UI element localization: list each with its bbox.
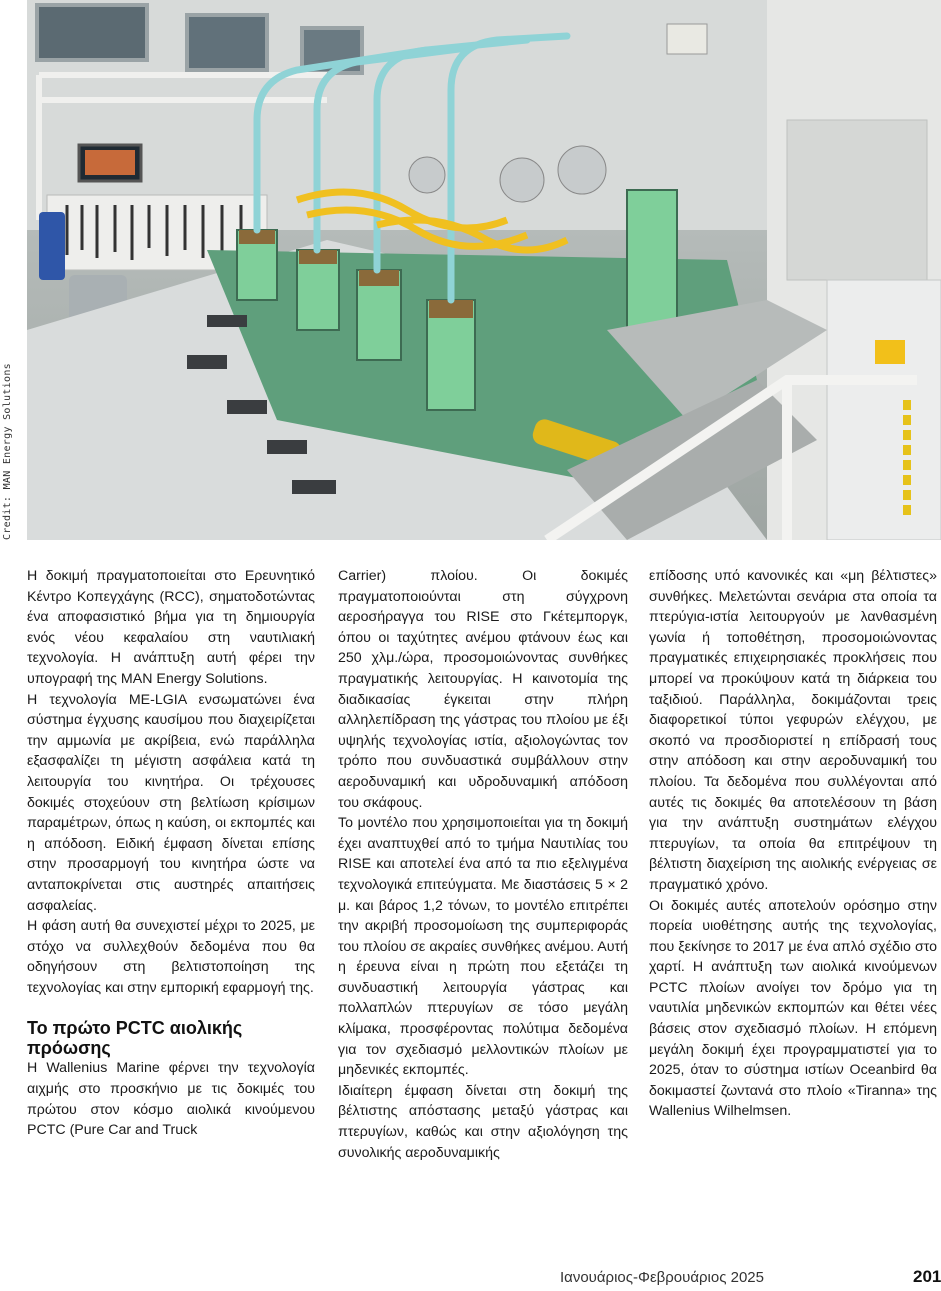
paragraph: Η Wallenius Marine φέρνει την τεχνολογία αιχμής στο προσκήνιο με τις δοκιμές του πρώτου στον κόσμο αιολικά κινούμενου PCTC (Pure Car and Truck <box>27 1060 315 1139</box>
paragraph: Το μοντέλο που χρησιμοποιείται για τη δοκιμή έχει αναπτυχθεί από το τμήμα Ναυτιλίας του RISE και αποτελεί ένα από τα πιο εξελιγμένα τεχνολογικά επιτεύγματα. Με διαστάσεις 5 × 2 μ. και βάρος 1,2 τόνων, το μοντέλο επιτρέπει την ακριβή προσομοίωση της συμπεριφοράς του πλοίου σε ακραίες συνθήκες ανέμου. Αυτή η έρευνα είναι η πρώτη που εξετάζει τη συνδυαστική λειτουργία γάστρας και πολλαπλών πτερυγίων σε τόσο μεγάλη κλίμακα, προσφέροντας πολύτιμα δεδομένα για τον σχεδιασμό μελλοντικών πλοίων με μηδενικές εκπομπές. <box>338 815 628 1079</box>
paragraph: Η δοκιμή πραγματοποιείται στο Ερευνητικό Κέντρο Κοπεγχάγης (RCC), σηματοδοτώντας ένα αποφασιστικό βήμα για τη δημιουργία ενός νέου κεφαλαίου στη ναυτιλιακή τεχνολογία. Η ανάπτυξη αυτή φέρει την υπογραφή της MAN Energy Solutions. <box>27 568 315 687</box>
page-number: 201 <box>913 1267 941 1286</box>
wall-panel <box>787 120 927 280</box>
monitor-screen <box>85 150 135 175</box>
paragraph: Οι δοκιμές αυτές αποτελούν ορόσημο στην πορεία υιοθέτησης αυτής της τεχνολογίας, που ξεκίνησε το 2017 με ένα απλό σχέδιο στο χαρτί. Η ανάπτυξη των αιολικά κινούμενων PCTC πλοίων ανοίγει τον δρόμο για τη ναυτιλία μηδενικών εκπομπών και θέτει νέες βάσεις στον σχεδιασμό πλοίων. Η επόμενη μεγάλη δοκιμή έχει προγραμματιστεί για το 2025, όταν το σύστημα ιστίων Oceanbird θα δοκιμαστεί ζωντανά στο πλοίο «Tiranna» της Wallenius Wilhelmsen. <box>649 897 937 1120</box>
paragraph: επίδοσης υπό κανονικές και «μη βέλτιστες» συνθήκες. Μελετώνται σενάρια στα οποία τα πτερύγια-ιστία λειτουργούν με λανθασμένη γωνία ή τοποθέτηση, προσομοιώνοντας πραγματικές επιχειρησιακές προκλήσεις που μπορεί να προκύψουν κατά τη διάρκεια του ταξιδιού. Παράλληλα, δοκιμάζονται τρεις διαφορετικοί τύποι γεφυρών ελέγχου, με σκοπό να προσδιοριστεί η επίδρασή τους στην απόδοση και στην αεροδυναμική του πλοίου. Τα δεδομένα που συλλέγονται από αυτές τις δοκιμές θα αποτελέσουν τη βάση για την ανάπτυξη συστημάτων ελέγχου πτερυγίων, τα οποία θα επιτρέψουν τη βέλτιστη διαχείριση της αιολικής ενέργειας σε πραγματικό χρόνο. <box>649 568 937 893</box>
paragraph: Η φάση αυτή θα συνεχιστεί μέχρι το 2025, με στόχο να συλλεχθούν δεδομένα που θα οδηγήσουν στη βελτιστοποίηση της τεχνολογίας και στην εμπορική εφαρμογή της. <box>27 918 315 996</box>
cabinet <box>827 280 941 540</box>
text-column-3 <box>649 566 937 1122</box>
engine-room-illustration <box>27 0 941 540</box>
text-column-1 <box>27 566 315 1141</box>
article-photo <box>27 0 941 540</box>
photo-credit <box>0 345 14 540</box>
paragraph: Carrier) πλοίου. Οι δοκιμές πραγματοποιούνται στη σύγχρονη αεροσήραγγα του RISE στο Γκέτεμποργκ, όπου οι ταχύτητες ανέμου φτάνουν έως και 250 χλμ./ώρα, προσομοιώνοντας συνθήκες πραγματικής λειτουργίας. Η καινοτομία της διαδικασίας έγκειται στην πλήρη αλληλεπίδραση της γάστρας του πλοίου με έξι υψηλής τεχνολογίας ιστία, αξιολογώντας τον τρόπο που συνδυαστικά συμβάλλουν στην αεροδυναμική και υδροδυναμική απόδοση του σκάφους. <box>338 568 628 811</box>
section-heading: Το πρώτο PCTC αιολικής πρόωσης <box>27 1018 243 1059</box>
blue-canister <box>39 212 65 280</box>
issue-date: Ιανουάριος-Φεβρουάριος 2025 <box>560 1269 764 1286</box>
paragraph: Η τεχνολογία ME-LGIA ενσωματώνει ένα σύστημα έγχυσης καυσίμου που διαχειρίζεται την αμμωνία με ακρίβεια, ενώ παράλληλα εξασφαλίζει τη μέγιστη ασφάλεια κατά τη λειτουργία του κινητήρα. Οι τρέχουσες δοκιμές στοχεύουν στη βελτίωση κρίσιμων παραμέτρων, όπως η καύση, οι εκπομπές και η απόδοση. Ειδική έμφαση δίνεται επίσης στην προσαρμογή του κινητήρα ώστε να ανταποκρίνεται στις αυστηρές απαιτήσεις ασφαλείας. <box>27 691 315 914</box>
paragraph: Ιδιαίτερη έμφαση δίνεται στη δοκιμή της βέλτιστης απόστασης μεταξύ γάστρας και πτερυγίων, καθώς και στην αξιολόγηση της συνολικής αεροδυναμικής <box>338 1082 628 1161</box>
text-column-2 <box>338 566 628 1163</box>
photo-credit-text: Credit: MAN Energy Solutions <box>2 363 13 540</box>
window <box>37 5 147 60</box>
warning-box <box>875 340 905 364</box>
window <box>187 15 267 70</box>
warning-sign <box>667 24 707 54</box>
